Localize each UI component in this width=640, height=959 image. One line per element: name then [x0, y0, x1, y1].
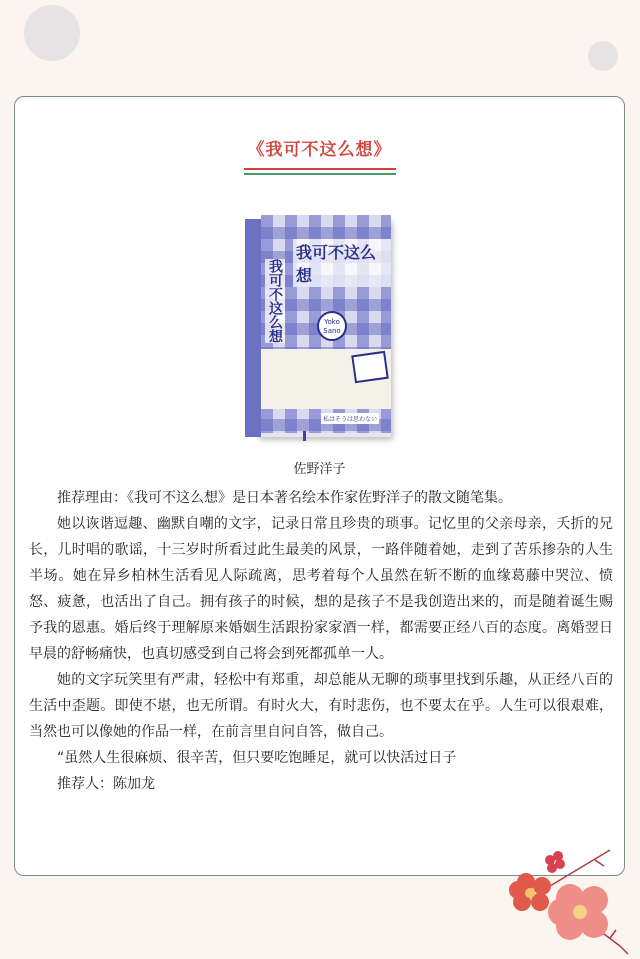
book-author-badge: Yoko Sano [317, 311, 347, 341]
plum-blossom-icon [490, 846, 640, 959]
decor-circle-small [588, 41, 618, 71]
book-cover-title: 我可不这么想 [293, 239, 391, 287]
article-title: 《我可不这么想》 [247, 140, 392, 160]
article-body [29, 485, 613, 797]
paragraph-recommendation: 推荐理由：《我可不这么想》是日本著名绘本作家佐野洋子的散文随笔集。 [57, 490, 512, 506]
paragraph-recommender: 推荐人：陈加龙 [57, 776, 155, 792]
decor-circle-large [24, 5, 80, 61]
paragraph-quote: “虽然人生很麻烦、很辛苦，但只要吃饱睡足，就可以快活过日子 [57, 750, 457, 766]
book-stamp-illustration [351, 351, 389, 383]
title-underline-green [244, 173, 396, 175]
paragraph: 她的文字玩笑里有严肃，轻松中有郑重，却总能从无聊的琐事里找到乐趣，从正经八百的生活中歪题。即使不堪，也无所谓。有时火大，有时悲伤，也不要太在乎。人生可以很艰难，当然也可以像她的作品一样，在前言里自问自答，做自己。 [29, 672, 613, 740]
article-card [14, 96, 625, 876]
book-japanese-title: 私はそうは思わない [321, 413, 379, 424]
title-underline-red [244, 168, 396, 170]
book-ribbon [303, 431, 306, 441]
book-front [261, 215, 391, 433]
book-cover-vertical-title: 我可不这么想 [267, 259, 283, 343]
book-spine [245, 219, 261, 437]
paragraph: 她以诙谐逗趣、幽默自嘲的文字，记录日常且珍贵的琐事。记忆里的父亲母亲，夭折的兄长，儿时唱的歌谣，十三岁时所看过此生最美的风景，一路伴随着她，走到了苦乐掺杂的人生半场。她在异乡柏林生活看见人际疏离，思考着每个人虽然在斩不断的血缘葛藤中哭泣、愤怒、疲惫，也活出了自己。拥有孩子的时候，想的是孩子不是我创造出来的，而是随着诞生赐予我的恩惠。婚后终于理解原来婚姻生活跟扮家家酒一样，都需要正经八百的态度。离婚翌日早晨的舒畅痛快，也真切感受到自己将会到死都孤单一人。 [29, 516, 613, 662]
image-caption: 佐野洋子 [293, 462, 346, 477]
book-cover-image [245, 213, 395, 443]
